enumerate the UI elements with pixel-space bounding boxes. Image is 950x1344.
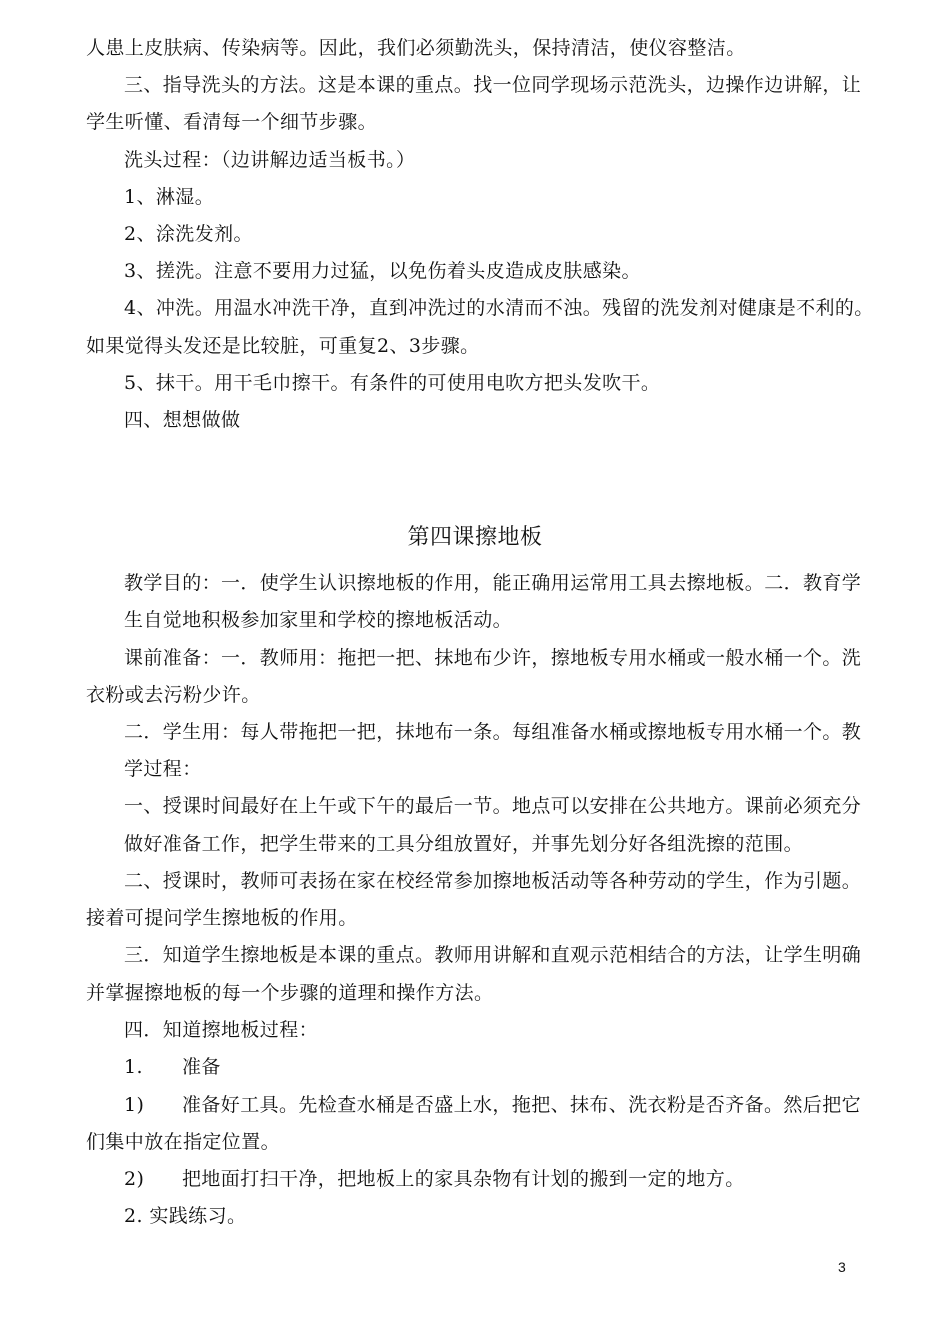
paragraph-line: 做好准备工作，把学生带来的工具分组放置好，并事先划分好各组洗擦的范围。 xyxy=(124,833,804,855)
lesson-title: 第四课擦地板 xyxy=(407,525,543,550)
paragraph-line: 三、指导洗头的方法。这是本课的重点。找一位同学现场示范洗头，边操作边讲解，让 xyxy=(124,74,862,96)
list-text: 准备 xyxy=(182,1056,221,1078)
paragraph-line: 三．知道学生擦地板是本课的重点。教师用讲解和直观示范相结合的方法，让学生明确 xyxy=(124,944,862,966)
sub-list-item-continued: 们集中放在指定位置。 xyxy=(86,1131,281,1153)
step-item: 2、涂洗发剂。 xyxy=(124,223,253,245)
list-number: 2) xyxy=(124,1168,145,1190)
paragraph-line: 生自觉地积极参加家里和学校的擦地板活动。 xyxy=(124,609,513,631)
list-text: 准备好工具。先检查水桶是否盛上水，拖把、抹布、洗衣粉是否齐备。然后把它 xyxy=(182,1094,862,1116)
paragraph-line: 四．知道擦地板过程： xyxy=(124,1019,319,1041)
paragraph-line: 学生听懂、看清每一个细节步骤。 xyxy=(86,111,378,133)
paragraph-line: 并掌握擦地板的每一个步骤的道理和操作方法。 xyxy=(86,982,494,1004)
list-number: 1. xyxy=(124,1056,143,1078)
list-item xyxy=(124,1055,221,1079)
step-item-continued: 如果觉得头发还是比较脏，可重复2、3步骤。 xyxy=(86,335,480,357)
paragraph-line: 教学目的：一．使学生认识擦地板的作用，能正确用运常用工具去擦地板。二．教育学 xyxy=(124,572,862,594)
step-item: 3、搓洗。注意不要用力过猛，以免伤着头皮造成皮肤感染。 xyxy=(124,260,641,282)
sub-list-item xyxy=(124,1093,861,1117)
paragraph-line: 课前准备：一．教师用：拖把一把、抹地布少许，擦地板专用水桶或一般水桶一个。洗 xyxy=(124,647,862,669)
paragraph-line: 四、想想做做 xyxy=(124,409,241,431)
step-item: 4、冲洗。用温水冲洗干净，直到冲洗过的水清而不浊。残留的洗发剂对健康是不利的。 xyxy=(124,297,874,319)
paragraph-line: 人患上皮肤病、传染病等。因此，我们必须勤洗头，保持清洁，使仪容整洁。 xyxy=(86,37,746,59)
paragraph-line: 学过程： xyxy=(124,758,202,780)
page-number: 3 xyxy=(838,1259,846,1275)
paragraph-line: 一、授课时间最好在上午或下午的最后一节。地点可以安排在公共地方。课前必须充分 xyxy=(124,795,862,817)
sub-list-item xyxy=(124,1167,745,1191)
list-number: 1) xyxy=(124,1094,145,1116)
step-item: 1、淋湿。 xyxy=(124,186,215,208)
list-text: 把地面打扫干净，把地板上的家具杂物有计划的搬到一定的地方。 xyxy=(182,1168,745,1190)
list-item: 2. 实践练习。 xyxy=(124,1205,247,1227)
paragraph-line: 二．学生用：每人带拖把一把，抹地布一条。每组准备水桶或擦地板专用水桶一个。教 xyxy=(124,721,862,743)
step-item: 5、抹干。用干毛巾擦干。有条件的可使用电吹方把头发吹干。 xyxy=(124,372,661,394)
paragraph-line: 洗头过程：（边讲解边适当板书。） xyxy=(124,149,416,171)
paragraph-line: 二、授课时，教师可表扬在家在校经常参加擦地板活动等各种劳动的学生，作为引题。 xyxy=(124,870,862,892)
paragraph-line: 接着可提问学生擦地板的作用。 xyxy=(86,907,358,929)
paragraph-line: 衣粉或去污粉少许。 xyxy=(86,684,261,706)
